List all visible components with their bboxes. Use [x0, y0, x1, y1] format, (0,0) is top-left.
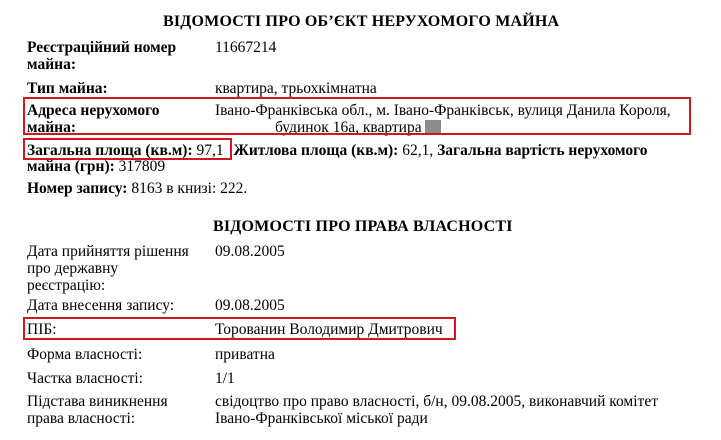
address-value-line1: Івано-Франківська обл., м. Івано-Франківськ, вулиця Данила Короля,: [215, 102, 671, 119]
owner-name-value: Торованин Володимир Дмитрович: [215, 321, 443, 338]
address-value-line2-text: будинок 16а, квартира: [275, 119, 422, 136]
record-value: 8163 в книзі: 222.: [131, 180, 248, 197]
area-value: 97,1: [196, 142, 224, 159]
decision-date-label-line3: реєстрацію:: [27, 277, 106, 294]
decision-date-value: 09.08.2005: [215, 243, 285, 260]
entry-date-value: 09.08.2005: [215, 297, 285, 314]
ownership-form-value: приватна: [215, 346, 275, 363]
total-value-value: 317809: [118, 158, 166, 175]
address-label-line2: майна:: [27, 119, 76, 136]
decision-date-label-line1: Дата прийняття рішення: [27, 243, 189, 260]
ownership-basis-label-line1: Підстава виникнення: [27, 393, 168, 410]
ownership-section-heading: ВІДОМОСТІ ПРО ПРАВА ВЛАСНОСТІ: [213, 218, 513, 235]
area-label: Загальна площа (кв.м):: [27, 142, 193, 159]
owner-name-label: ПІБ:: [27, 321, 57, 338]
property-section-heading: ВІДОМОСТІ ПРО ОБ’ЄКТ НЕРУХОМОГО МАЙНА: [163, 13, 560, 30]
owner-name-highlight-box: [23, 317, 456, 340]
type-label: Тип майна:: [27, 80, 108, 97]
reg-number-label-line2: майна:: [27, 56, 76, 73]
area-highlight-box: [23, 138, 232, 160]
total-value-label-part1: Загальна вартість нерухомого: [437, 142, 648, 159]
type-value: квартира, трьохкімнатна: [215, 80, 377, 97]
reg-number-value: 11667214: [215, 39, 277, 56]
total-value-row: [27, 158, 165, 175]
ownership-basis-label-line2: права власності:: [27, 410, 136, 427]
decision-date-label-line2: про державну: [27, 260, 119, 277]
record-label: Номер запису:: [27, 180, 128, 197]
ownership-share-label: Частка власності:: [27, 370, 143, 387]
ownership-basis-value-line1: свідоцтво про право власності, б/н, 09.08.2005, виконавчий комітет: [215, 393, 658, 410]
ownership-share-value: 1/1: [215, 370, 235, 387]
address-highlight-box: [23, 97, 691, 135]
living-area-label: Житлова площа (кв.м):: [233, 142, 399, 159]
total-value-label-part2: майна (грн):: [27, 158, 115, 175]
reg-number-label-line1: Реєстраційний номер: [27, 39, 177, 56]
ownership-form-label: Форма власності:: [27, 346, 143, 363]
ownership-basis-value-line2: Івано-Франківської міської ради: [215, 410, 428, 427]
living-area-value: 62,1,: [402, 142, 434, 159]
address-label-line1: Адреса нерухомого: [27, 102, 160, 119]
entry-date-label: Дата внесення запису:: [27, 297, 175, 314]
record-row: [27, 180, 247, 197]
